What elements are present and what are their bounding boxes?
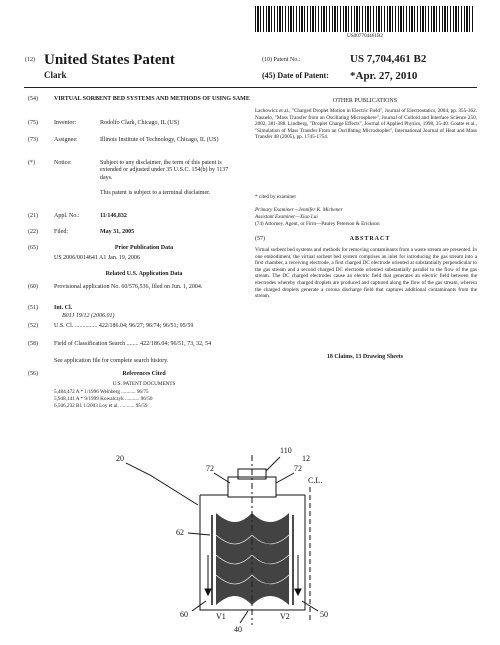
prior-heading: Prior Publication Data bbox=[114, 245, 174, 251]
barcode bbox=[255, 6, 475, 32]
ref-line-1: 5,484,472 A * 1/1996 Weinberg ........... 96/75 bbox=[54, 389, 149, 395]
patent-figure bbox=[80, 425, 410, 640]
country-code: (12) bbox=[25, 57, 35, 63]
abstract-heading: ABSTRACT bbox=[349, 236, 391, 242]
primary-examiner: Primary Examiner—Jennifer K. Michener bbox=[255, 207, 343, 213]
other-pubs-heading: OTHER PUBLICATIONS bbox=[332, 98, 398, 104]
abstract-num: (57) bbox=[255, 236, 265, 242]
fig-label-50: 50 bbox=[320, 610, 328, 619]
patent-date: *Apr. 27, 2010 bbox=[350, 70, 418, 82]
leader-110 bbox=[266, 457, 280, 471]
patent-office-title: United States Patent bbox=[44, 52, 175, 68]
date-label: (45) Date of Patent: bbox=[262, 71, 329, 80]
related-heading: Related U.S. Application Data bbox=[105, 271, 183, 277]
leader-62 bbox=[188, 533, 210, 535]
other-pubs-text: Lachowicz et al., "Charged Droplet Motion in Electric Field", Journal of Electrostatics, 2004, pp. 355-362. Nasuelo, "Mass Transfer from an Oscillating Microsphere", Journal of Colloid and Interface Science 250, 2002, 381-388. Lindberg, "Droplet Charge Effects", Journal of Applied Physics, 1998, 35-40. Goatte et al., "Simulation of Mass Transfer From an Oscillating Microdroplet", International Journal of Heat and Mass Transfer 48 (2005), pp. 1745-1754. bbox=[255, 108, 477, 141]
leader-40 bbox=[240, 611, 248, 623]
invention-title: VIRTUAL SORBENT BED SYSTEMS AND METHODS OF USING SAME bbox=[54, 96, 250, 102]
assistant-examiner: Assistant Examiner—Xiao Lui bbox=[255, 214, 318, 220]
cited-by-examiner: * cited by examiner bbox=[255, 194, 297, 200]
fig-label-60: 60 bbox=[180, 610, 188, 619]
ref-line-3: 6,506,232 B1 1/2003 Loy et al. ........... 95/59 bbox=[54, 403, 148, 409]
claims-sheets: 18 Claims, 13 Drawing Sheets bbox=[326, 354, 404, 360]
fig-label-72-left: 72 bbox=[206, 464, 214, 473]
leader-20 bbox=[126, 463, 198, 505]
fig-label-cl: C.L. bbox=[308, 476, 323, 485]
ref-line-2: 5,948,141 A * 9/1999 Kowalczyk ........... 96/50 bbox=[54, 396, 153, 402]
fig-label-62: 62 bbox=[176, 528, 184, 537]
abstract-text: Virtual sorbent bed systems and methods for removing contaminants from a waste stream are presented. In one embodiment, the virtual sorbent bed system comprises an inlet for introducing the gas stream into a first chamber, a receiving electrode, a first charged DC electrode oriented at substantially perpendicular to the gas stream and a second charged DC electrode oriented substantially parallel to the flow of the gas stream. The DC charged electrodes cause an electric field that generates an electric field between the electrodes whereby charged droplets are produced and captured along the flow of the gas stream, wherein the charged droplets generate a corona discharge field that captures additional contaminants from the stream. bbox=[255, 247, 477, 300]
fig-label-20: 20 bbox=[116, 454, 124, 463]
inventor-surname: Clark bbox=[44, 70, 67, 80]
attorney: (74) Attorney, Agent, or Firm—Pauley Peterson & Erickson bbox=[255, 221, 380, 227]
patent-no-label: (10) Patent No.: bbox=[262, 57, 301, 63]
arrow-v1-head bbox=[205, 589, 211, 595]
fig-label-72-right: 72 bbox=[294, 464, 302, 473]
prior-num: (65) bbox=[28, 245, 38, 251]
refs-subheading: U.S. PATENT DOCUMENTS bbox=[112, 381, 176, 387]
droplet-field bbox=[216, 513, 289, 605]
arrow-v2-head bbox=[295, 589, 301, 595]
refs-heading: References Cited bbox=[122, 371, 166, 377]
prior-row: US 2006/0014641 A1 Jan. 19, 2006 bbox=[54, 255, 140, 261]
header-rule bbox=[24, 87, 477, 88]
fig-label-110: 110 bbox=[280, 446, 292, 455]
fig-label-40: 40 bbox=[234, 625, 242, 634]
leader-72-right bbox=[276, 473, 294, 483]
fig-label-12: 12 bbox=[302, 454, 310, 463]
barcode-number: US007704461B2 bbox=[346, 33, 384, 39]
fig-label-v2: V2 bbox=[280, 612, 290, 621]
fig-label-v1: V1 bbox=[216, 612, 226, 621]
refs-num: (56) bbox=[28, 371, 38, 377]
patent-number: US 7,704,461 B2 bbox=[350, 53, 427, 65]
